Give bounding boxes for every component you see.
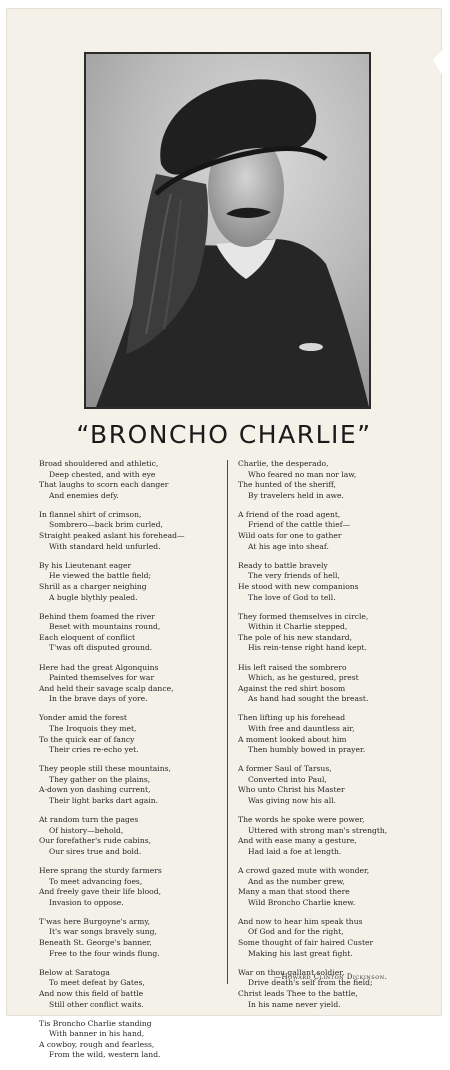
poem-line: Uttered with strong man's strength, xyxy=(248,825,388,835)
poem-line: Invasion to oppose. xyxy=(49,897,124,907)
poem-line: The hunted of the sheriff, xyxy=(238,480,336,490)
poem-line: Their light barks dart again. xyxy=(49,796,159,806)
poem-line: Broad shouldered and athletic, xyxy=(39,459,159,468)
poem-line: Tis Broncho Charlie standing xyxy=(39,1018,152,1028)
poem-stanza xyxy=(238,663,408,705)
poem-line: His left raised the sombrero xyxy=(238,662,347,672)
poem-line: The very friends of hell, xyxy=(248,571,340,581)
poem-line: And as the number grew, xyxy=(248,876,345,886)
poem-line: The pole of his new standard, xyxy=(238,632,353,642)
poem-stanza xyxy=(39,713,209,755)
poem-line: A moment looked about him xyxy=(238,734,347,744)
poem-line: Had laid a foe at length. xyxy=(248,846,342,856)
poem-line: Yonder amid the forest xyxy=(39,713,127,723)
poem-line: At random turn the pages xyxy=(39,815,139,825)
poem-line: Then lifting up his forehead xyxy=(238,713,346,723)
poem-line: He stood with new companions xyxy=(238,581,359,591)
poem-line: Our sires true and bold. xyxy=(49,846,142,856)
poem-stanza xyxy=(238,764,408,806)
poem-left-column xyxy=(39,459,209,1070)
poem-stanza xyxy=(39,917,209,959)
poem-line: And now to hear him speak thus xyxy=(238,916,363,926)
poem-stanza xyxy=(238,459,408,501)
poem-stanza xyxy=(238,866,408,908)
poem-line: Making his last great fight. xyxy=(248,948,353,958)
poem-line: Christ leads Thee to the battle, xyxy=(238,988,358,998)
poem-line: Shrill as a charger neighing xyxy=(39,581,147,591)
poem-line: Here had the great Algonquins xyxy=(39,662,159,672)
poem-line: T'was oft disputed ground. xyxy=(49,643,153,653)
author-signature: —Howard Clinton Dickinson. xyxy=(274,973,388,981)
poem-line: Beset with mountains round, xyxy=(49,622,161,632)
poem-stanza xyxy=(238,612,408,654)
poem-line: Free to the four winds flung. xyxy=(49,948,160,958)
poem-right-column xyxy=(238,459,408,1019)
poem-line: He viewed the battle field; xyxy=(49,571,152,581)
poem-line: Here sprang the sturdy farmers xyxy=(39,866,162,875)
torn-edge xyxy=(430,48,444,78)
column-divider xyxy=(227,460,228,984)
poem-line: Which, as he gestured, prest xyxy=(248,673,359,683)
poem-line: His rein-tense right hand kept. xyxy=(248,643,367,653)
poem-stanza xyxy=(39,612,209,654)
poem-line: A crowd gazed mute with wonder, xyxy=(238,866,370,875)
poem-line: To meet defeat by Gates, xyxy=(49,978,145,988)
poem-line: Charlie, the desperado, xyxy=(238,459,329,468)
poem-line: And freely gave their life blood, xyxy=(39,887,161,897)
poem-line: By travelers held in awe. xyxy=(248,490,344,500)
poem-line: Sombrero—back brim curled, xyxy=(49,520,163,530)
poem-line: Behind them foamed the river xyxy=(39,611,155,621)
poem-line: Friend of the cattle thief— xyxy=(248,520,351,530)
poem-line: Of history—behold, xyxy=(49,825,124,835)
portrait-photo-icon xyxy=(86,54,369,407)
poem-line: Deep chested, and with eye xyxy=(49,469,156,479)
poem-stanza xyxy=(238,561,408,603)
poem-line: The Iroquois they met, xyxy=(49,723,137,733)
poem-stanza xyxy=(39,968,209,1010)
poem-line: War on thou gallant soldier, xyxy=(238,967,345,977)
poem-line: Then humbly bowed in prayer. xyxy=(248,745,366,755)
poem-line: Against the red shirt bosom xyxy=(238,683,346,693)
poem-line: Below at Saratoga xyxy=(39,967,110,977)
poem-line: As hand had sought the breast. xyxy=(248,694,369,704)
poem-line: They gather on the plains, xyxy=(49,774,151,784)
poem-line: Some thought of fair haired Custer xyxy=(238,938,374,948)
poem-stanza xyxy=(39,561,209,603)
poem-line: Ready to battle bravely xyxy=(238,560,328,570)
poem-line: Wild Broncho Charlie knew. xyxy=(248,897,356,907)
poem-line: By his Lieutenant eager xyxy=(39,560,132,570)
poem-line: Was giving now his all. xyxy=(248,796,336,806)
poem-line: In flannel shirt of crimson, xyxy=(39,509,142,519)
poem-line: Drive death's self from the field; xyxy=(248,978,373,988)
poem-line: At his age into sheaf. xyxy=(248,541,329,551)
poem-line: Our forefather's rude cabins, xyxy=(39,836,152,846)
poem-line: The love of God to tell. xyxy=(248,592,336,602)
poem-line: Converted into Paul, xyxy=(248,774,327,784)
poem-stanza xyxy=(238,713,408,755)
poem-line: Within it Charlie stepped, xyxy=(248,622,348,632)
poem-title: “BRONCHO CHARLIE” xyxy=(76,420,372,449)
poem-line: And enemies defy. xyxy=(49,490,119,500)
poem-line: Wild oats for one to gather xyxy=(238,531,342,541)
poem-line: And now this field of battle xyxy=(39,988,144,998)
poem-line: With free and dauntless air, xyxy=(248,723,355,733)
poem-line: A cowboy, rough and fearless, xyxy=(39,1039,155,1049)
poem-stanza xyxy=(238,815,408,857)
poem-stanza xyxy=(238,510,408,552)
newspaper-sheet xyxy=(6,8,442,1060)
poem-stanza xyxy=(39,866,209,908)
poem-line: In his name never yield. xyxy=(248,999,341,1009)
poem-line: A friend of the road agent, xyxy=(238,509,341,519)
poem-line: A-down yon dashing current, xyxy=(39,785,151,795)
poem-line: Straight peaked aslant his forehead— xyxy=(39,531,185,541)
poem-line: They people still these mountains, xyxy=(39,764,171,774)
poem-line: Still other conflict waits. xyxy=(49,999,144,1009)
portrait-photo xyxy=(84,52,371,409)
poem-line: Painted themselves for war xyxy=(49,673,155,683)
poem-line: And held their savage scalp dance, xyxy=(39,683,174,693)
poem-line: With standard held unfurled. xyxy=(49,541,161,551)
poem-line: That laughs to scorn each danger xyxy=(39,480,169,490)
poem-stanza xyxy=(39,459,209,501)
poem-line: From the wild, western land. xyxy=(49,1050,161,1060)
poem-stanza xyxy=(39,764,209,806)
poem-stanza xyxy=(39,663,209,705)
poem-line: To meet advancing foes, xyxy=(49,876,143,886)
poem-line: Each eloquent of conflict xyxy=(39,632,136,642)
poem-line: Of God and for the right, xyxy=(248,927,344,937)
poem-line: In the brave days of yore. xyxy=(49,694,148,704)
poem-line: Who unto Christ his Master xyxy=(238,785,345,795)
poem-line: It's war songs bravely sung, xyxy=(49,927,157,937)
poem-line: And with ease many a gesture, xyxy=(238,836,357,846)
poem-line: T'was here Burgoyne's army, xyxy=(39,916,151,926)
poem-line: A former Saul of Tarsus, xyxy=(238,764,332,774)
poem-stanza xyxy=(39,815,209,857)
poem-line: They formed themselves in circle, xyxy=(238,611,369,621)
poem-line: Beneath St. George's banner, xyxy=(39,938,152,948)
poem-stanza xyxy=(238,917,408,959)
poem-line: Who feared no man nor law, xyxy=(248,469,357,479)
poem-line: Many a man that stood there xyxy=(238,887,350,897)
poem-line: Their cries re-echo yet. xyxy=(49,745,139,755)
poem-line: A bugle blythly pealed. xyxy=(49,592,138,602)
poem-line: With banner in his hand, xyxy=(49,1029,145,1039)
poem-stanza xyxy=(39,510,209,552)
poem-stanza xyxy=(39,1019,209,1061)
poem-line: To the quick ear of fancy xyxy=(39,734,135,744)
poem-line: The words he spoke were power, xyxy=(238,815,365,825)
